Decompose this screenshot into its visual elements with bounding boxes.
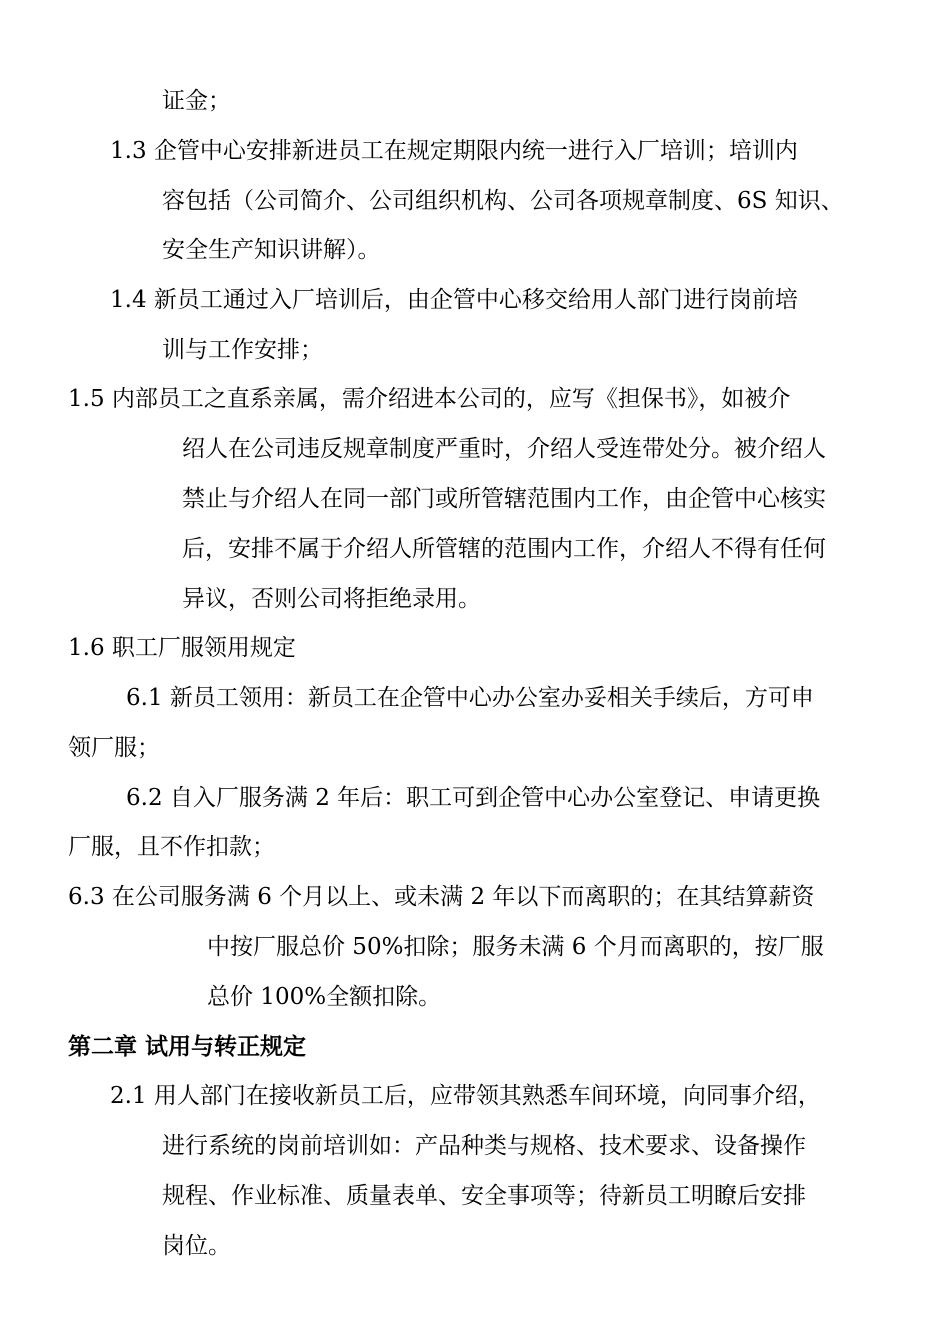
text-line: 1.4 新员工通过入厂培训后，由企管中心移交给用人部门进行岗前培 [110,287,798,313]
text-line: 中按厂服总价 50%扣除；服务未满 6 个月而离职的，按厂服 [207,934,824,960]
text-line: 2.1 用人部门在接收新员工后，应带领其熟悉车间环境，向同事介绍， [110,1083,821,1109]
text-line: 6.1 新员工领用：新员工在企管中心办公室办妥相关手续后，方可申 [126,685,814,711]
text-line: 容包括（公司简介、公司组织机构、公司各项规章制度、6S 知识、 [162,188,844,214]
text-line: 绍人在公司违反规章制度严重时，介绍人受连带处分。被介绍人 [182,436,826,462]
text-line: 6.3 在公司服务满 6 个月以上、或未满 2 年以下而离职的；在其结算薪资 [68,884,815,910]
text-line: 6.2 自入厂服务满 2 年后：职工可到企管中心办公室登记、申请更换 [126,785,821,811]
chapter-heading: 第二章 试用与转正规定 [68,1034,307,1060]
text-line: 规程、作业标准、质量表单、安全事项等；待新员工明瞭后安排 [162,1183,806,1209]
text-line: 训与工作安排； [162,337,323,363]
text-line: 禁止与介绍人在同一部门或所管辖范围内工作，由企管中心核实 [182,486,826,512]
text-line: 1.6 职工厂服领用规定 [68,635,296,661]
text-line: 领厂服； [68,735,160,761]
text-line: 总价 100%全额扣除。 [207,984,442,1010]
text-line: 异议，否则公司将拒绝录用。 [182,586,481,612]
text-line: 证金； [162,88,231,114]
text-line: 1.5 内部员工之直系亲属，需介绍进本公司的，应写《担保书》，如被介 [68,386,791,412]
text-line: 进行系统的岗前培训如：产品种类与规格、技术要求、设备操作 [162,1133,806,1159]
text-line: 厂服，且不作扣款； [68,834,275,860]
text-line: 1.3 企管中心安排新进员工在规定期限内统一进行入厂培训；培训内 [110,138,798,164]
text-line: 安全生产知识讲解）。 [162,237,381,263]
text-line: 岗位。 [162,1233,231,1259]
text-line: 后，安排不属于介绍人所管辖的范围内工作，介绍人不得有任何 [182,536,826,562]
